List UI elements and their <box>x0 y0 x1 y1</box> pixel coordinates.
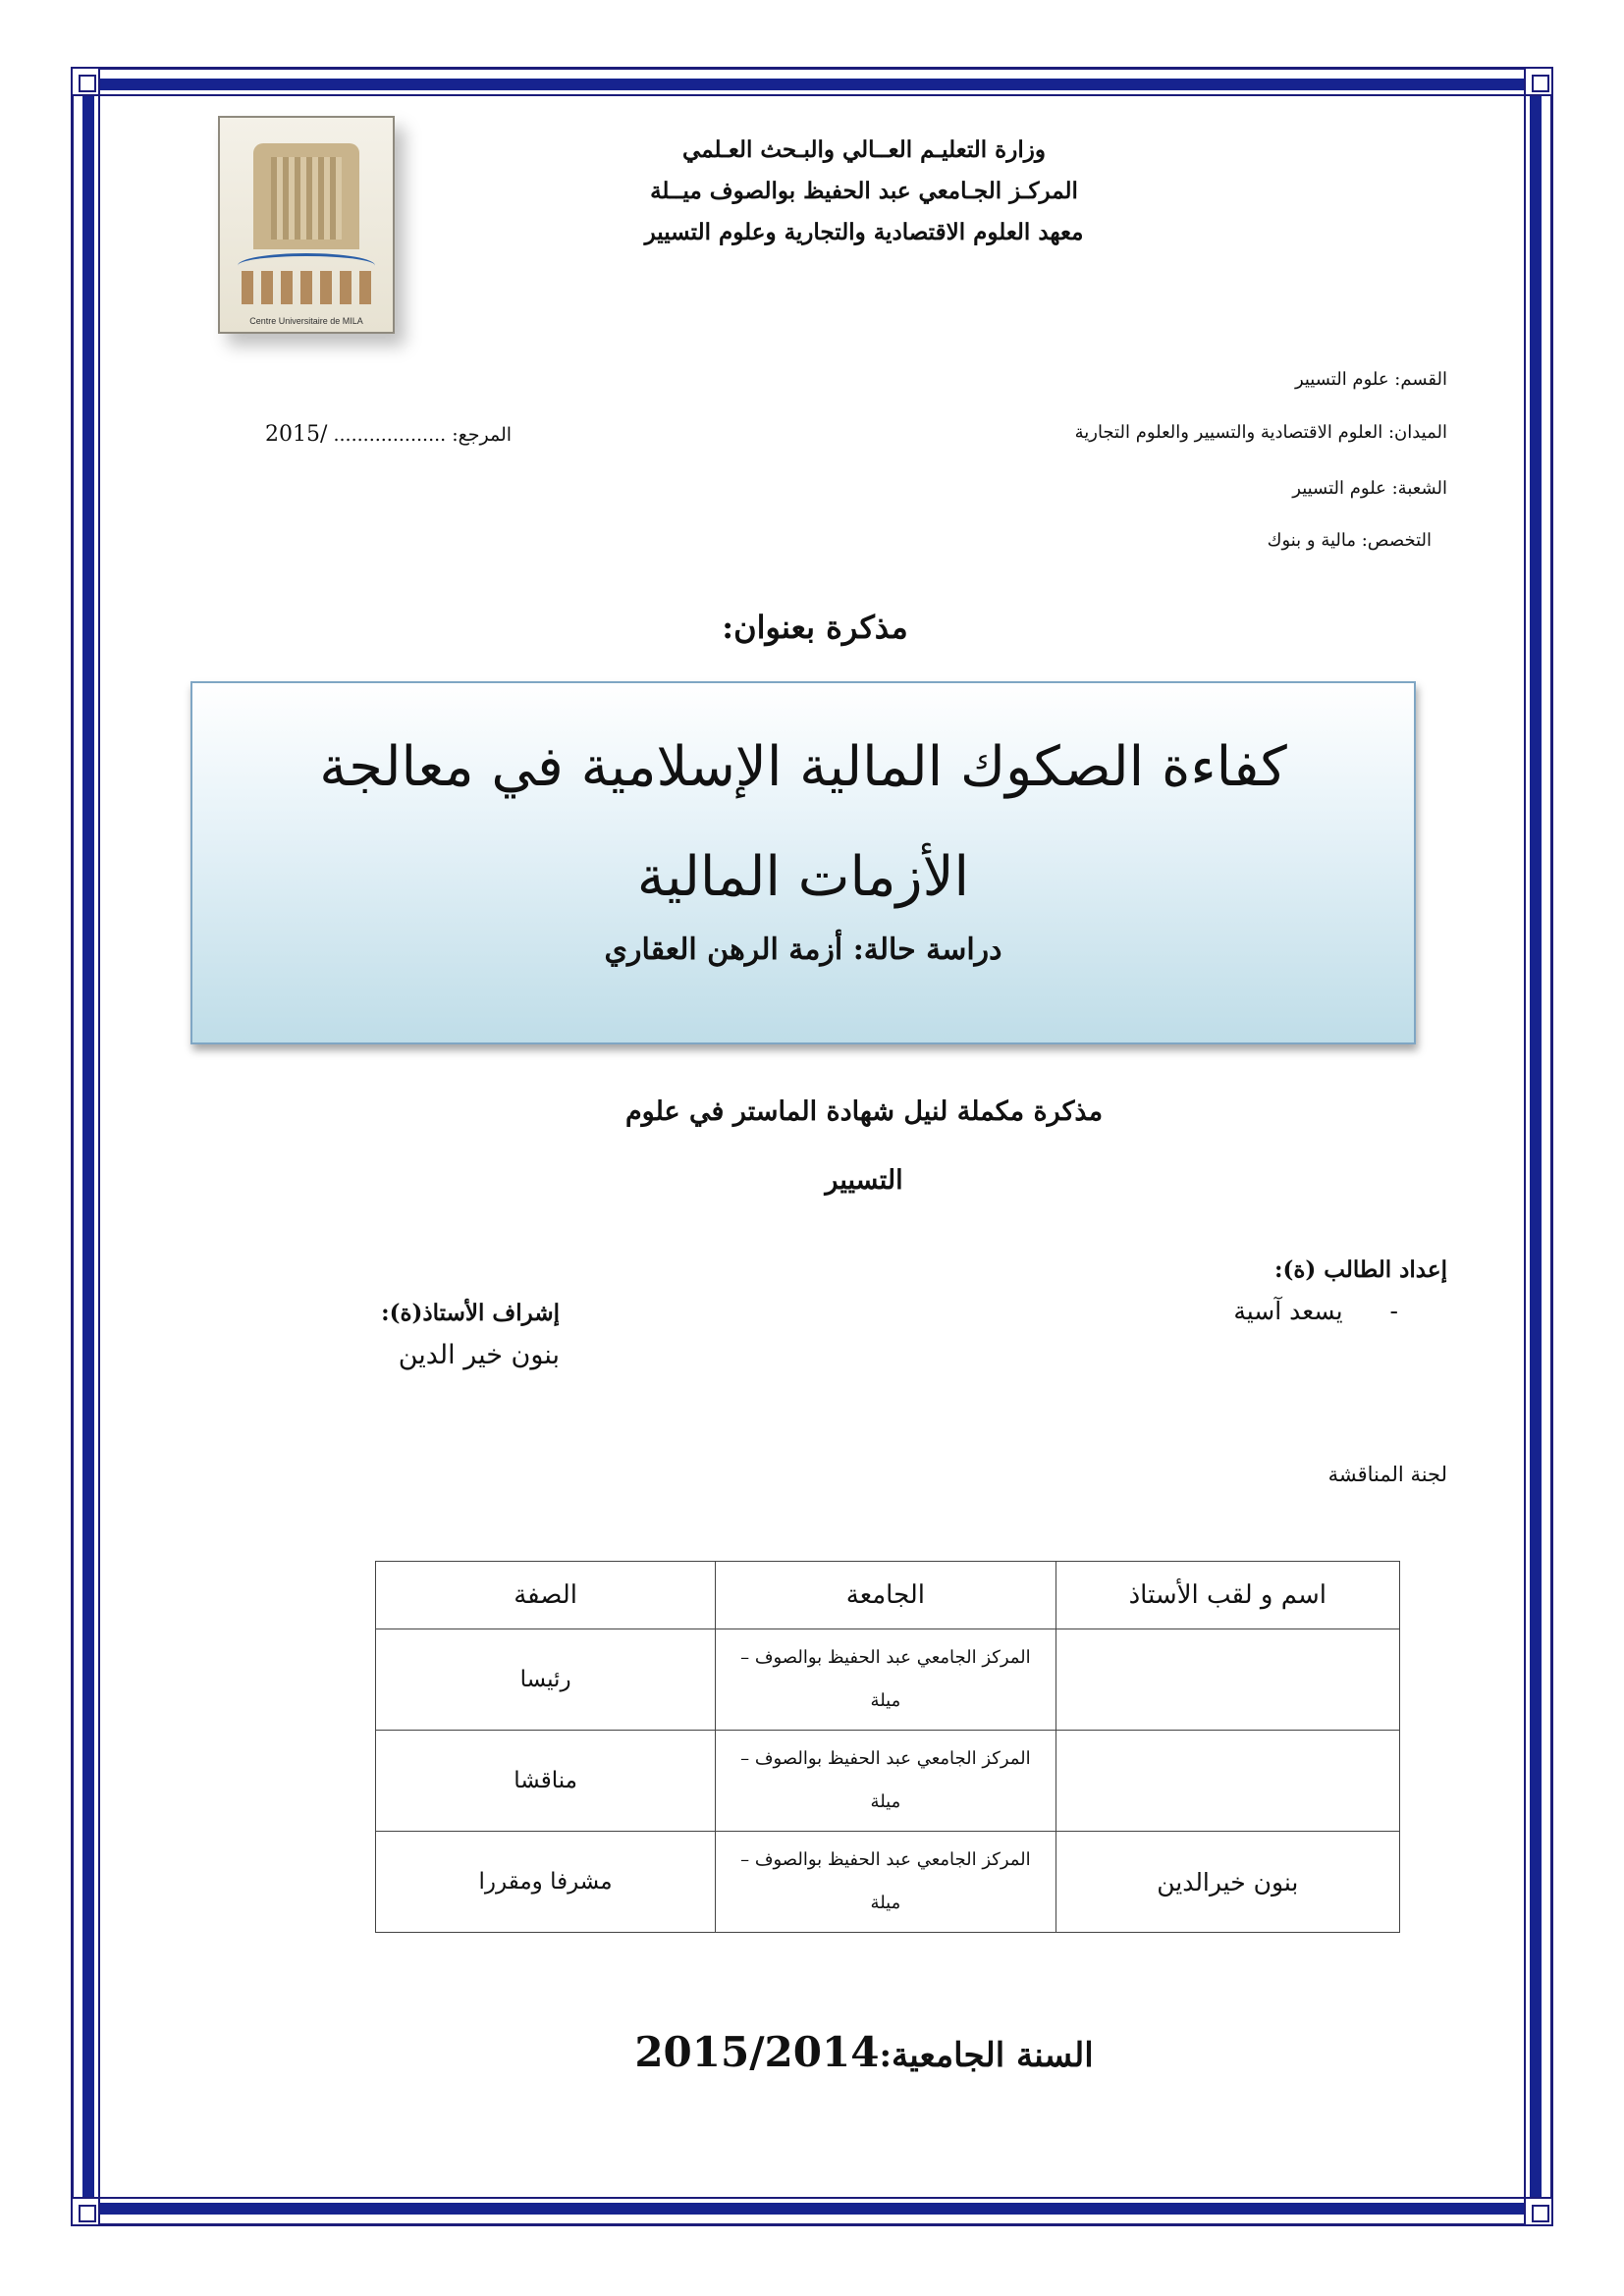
specialty-line: التخصص: مالية و بنوك <box>1267 530 1432 551</box>
cell-role: مناقشا <box>376 1731 716 1832</box>
thesis-title-box <box>190 681 1416 1044</box>
prepared-by-label: إعداد الطالب (ة): <box>1273 1256 1447 1283</box>
ministry-line: وزارة التعليـم العــالي والبـحث العـلمي <box>682 136 1046 163</box>
cell-university: المركز الجامعي عبد الحفيظ بوالصوف – ميلة <box>716 1832 1056 1933</box>
frame-corner-bottom-right <box>1524 2197 1553 2226</box>
university-line: المركـز الجـامعي عبد الحفيظ بوالصوف ميــلة <box>650 178 1078 204</box>
jury-table <box>375 1561 1400 1933</box>
cell-name: بنون خيرالدين <box>1056 1832 1399 1933</box>
frame-corner-top-right <box>1524 67 1553 96</box>
logo-pillars-icon <box>242 271 371 304</box>
supervised-by <box>344 1300 560 1370</box>
thesis-title: كفاءة الصكوك المالية الإسلامية في معالجة الأزمات المالية <box>319 735 1287 909</box>
table-header-row <box>376 1562 1400 1629</box>
table-row <box>376 1629 1400 1731</box>
institution-header <box>609 130 1119 253</box>
logo-caption: Centre Universitaire de MILA <box>249 316 363 326</box>
cell-university: المركز الجامعي عبد الحفيظ بوالصوف – ميلة <box>716 1731 1056 1832</box>
memo-label: مذكرة بعنوان: <box>722 609 908 646</box>
committee-label: لجنة المناقشة <box>1327 1463 1447 1486</box>
reference-label: المرجع: ................... <box>333 424 513 446</box>
frame-corner-bottom-left <box>71 2197 100 2226</box>
student-entry <box>1233 1297 1398 1325</box>
academic-year-label: السنة الجامعية: <box>879 2036 1094 2075</box>
frame-corner-top-left <box>71 67 100 96</box>
supervisor-label: إشراف الأستاذ(ة): <box>381 1300 560 1326</box>
logo-building-icon <box>253 143 359 249</box>
cell-name <box>1056 1731 1399 1832</box>
table-row <box>376 1832 1400 1933</box>
degree-statement <box>511 1078 1218 1215</box>
cell-role: مشرفا ومقررا <box>376 1832 716 1933</box>
university-logo <box>218 116 395 334</box>
supervisor-name: بنون خير الدين <box>398 1340 560 1370</box>
bullet-dash: - <box>1389 1297 1398 1325</box>
department-info <box>897 355 1447 565</box>
branch-line: الشعبة: علوم التسيير <box>1292 478 1447 499</box>
reference-line <box>265 422 512 447</box>
degree-text: مذكرة مكملة لنيل شهادة الماستر في علوم التسيير <box>624 1096 1104 1196</box>
institute-line: معهد العلوم الاقتصادية والتجارية وعلوم التسيير <box>644 219 1084 245</box>
table-row <box>376 1731 1400 1832</box>
header-role: الصفة <box>376 1562 716 1629</box>
thesis-subtitle: دراسة حالة: أزمة الرهن العقاري <box>604 933 1002 967</box>
header-professor-name: اسم و لقب الأستاذ <box>1056 1562 1399 1629</box>
cell-role: رئيسا <box>376 1629 716 1731</box>
field-line: الميدان: العلوم الاقتصادية والتسيير والعلوم التجارية <box>1074 422 1447 443</box>
department-line: القسم: علوم التسيير <box>1294 369 1447 390</box>
academic-year-value: 2015/2014 <box>634 2028 880 2076</box>
header-university: الجامعة <box>716 1562 1056 1629</box>
academic-year <box>589 2028 1139 2076</box>
prepared-by <box>1233 1256 1447 1325</box>
student-name: يسعد آسية <box>1233 1297 1343 1325</box>
cell-university: المركز الجامعي عبد الحفيظ بوالصوف – ميلة <box>716 1629 1056 1731</box>
cell-name <box>1056 1629 1399 1731</box>
reference-year: 2015/ <box>265 422 328 447</box>
